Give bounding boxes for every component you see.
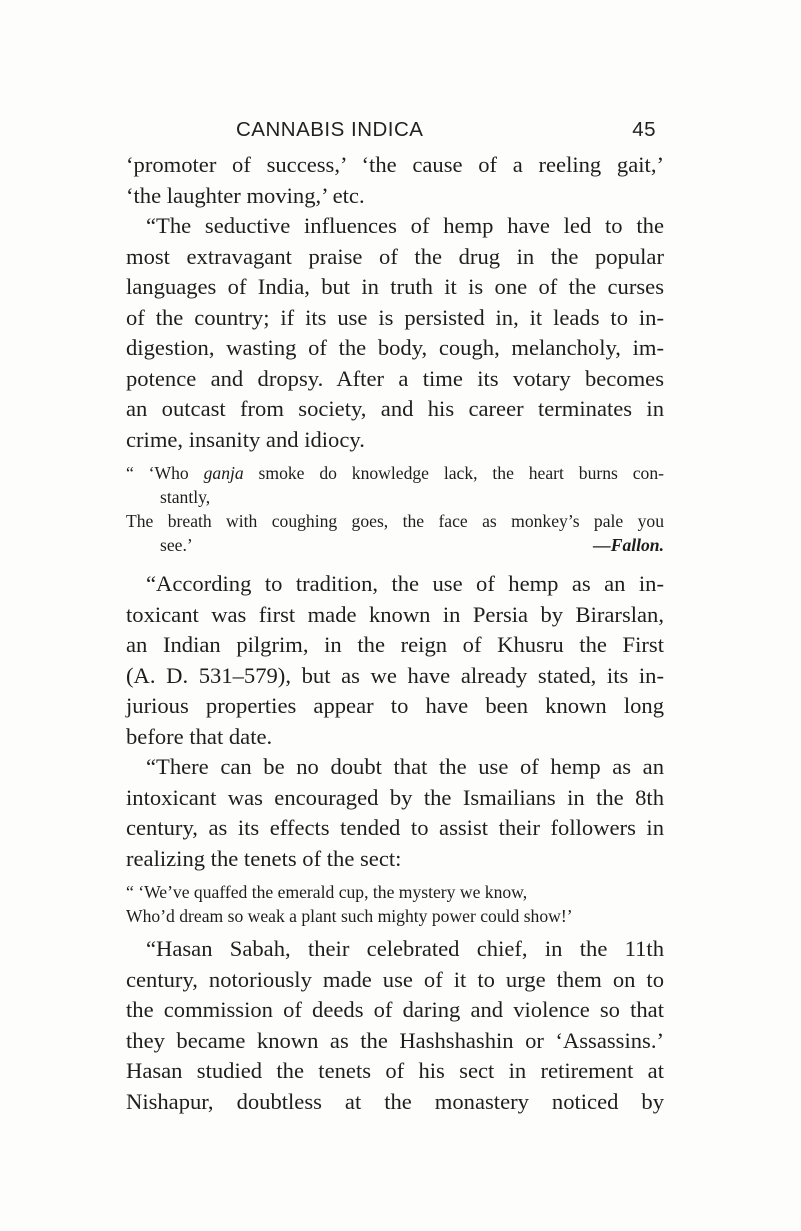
verse-line: stantly, bbox=[160, 487, 211, 507]
verse-rest: smoke do knowledge lack, the heart burns con- bbox=[243, 463, 664, 483]
text-line: intoxicant was encouraged by the Ismailians in the 8th bbox=[126, 784, 664, 810]
text-line: before that date. bbox=[126, 723, 273, 749]
verse-quote-2 bbox=[126, 880, 664, 928]
verse-line: The breath with coughing goes, the face as monkey’s pale you bbox=[126, 511, 664, 531]
running-head bbox=[126, 118, 664, 146]
text-line: most extravagant praise of the drug in the popular bbox=[126, 243, 664, 269]
text-line: languages of India, but in truth it is one of the curses bbox=[126, 274, 664, 299]
verse-quote-1 bbox=[126, 461, 664, 557]
verse-attribution: —Fallon. bbox=[593, 535, 664, 555]
text-line: Hasan studied the tenets of his sect in retirement at bbox=[126, 1058, 664, 1083]
paragraph-5 bbox=[126, 934, 664, 1117]
verse-italic-word: ganja bbox=[203, 463, 244, 483]
text-line: potence and dropsy. After a time its votary becomes bbox=[126, 365, 664, 391]
verse-line bbox=[126, 533, 664, 557]
text-line: ‘the laughter moving,’ etc. bbox=[126, 182, 365, 208]
paragraph-2 bbox=[126, 211, 664, 455]
text-line: an outcast from society, and his career terminates in bbox=[126, 396, 664, 421]
text-line: the commission of deeds of daring and violence so that bbox=[126, 997, 664, 1022]
verse-text: see.’ bbox=[160, 535, 193, 555]
text-line: digestion, wasting of the body, cough, melancholy, im- bbox=[126, 335, 664, 360]
text-line: Nishapur, doubtless at the monastery noticed by bbox=[126, 1088, 664, 1114]
text-line: “Hasan Sabah, their celebrated chief, in the 11th bbox=[146, 936, 664, 961]
text-line: century, as its effects tended to assist their followers in bbox=[126, 815, 664, 840]
text-line: they became known as the Hashshashin or ‘Assassins.’ bbox=[126, 1027, 664, 1053]
paragraph-3 bbox=[126, 569, 664, 752]
running-title: CANNABIS INDICA bbox=[236, 118, 424, 141]
text-line: realizing the tenets of the sect: bbox=[126, 845, 402, 871]
text-line: “According to tradition, the use of hemp as an in- bbox=[146, 571, 664, 596]
verse-line: “ ‘We’ve quaffed the emerald cup, the mystery we know, bbox=[126, 882, 528, 902]
text-line: of the country; if its use is persisted in, it leads to in- bbox=[126, 304, 664, 330]
text-line: jurious properties appear to have been known long bbox=[126, 693, 664, 718]
body-text bbox=[126, 150, 664, 1117]
text-line: century, notoriously made use of it to urge them on to bbox=[126, 966, 664, 992]
verse-line bbox=[126, 461, 664, 485]
verse-open: “ ‘Who bbox=[126, 463, 204, 483]
text-line: “The seductive influences of hemp have led to the bbox=[146, 213, 664, 238]
paragraph-1 bbox=[126, 150, 664, 211]
page-number: 45 bbox=[632, 118, 656, 141]
text-line: (A. D. 531–579), but as we have already stated, its in- bbox=[126, 662, 664, 688]
text-line: ‘promoter of success,’ ‘the cause of a reeling gait,’ bbox=[126, 152, 664, 177]
verse-line: Who’d dream so weak a plant such mighty power could show!’ bbox=[126, 906, 573, 926]
text-line: crime, insanity and idiocy. bbox=[126, 426, 365, 452]
text-line: toxicant was first made known in Persia by Birarslan, bbox=[126, 601, 664, 627]
paragraph-4 bbox=[126, 752, 664, 874]
text-line: “There can be no doubt that the use of hemp as an bbox=[146, 754, 664, 779]
text-line: an Indian pilgrim, in the reign of Khusru the First bbox=[126, 632, 664, 657]
